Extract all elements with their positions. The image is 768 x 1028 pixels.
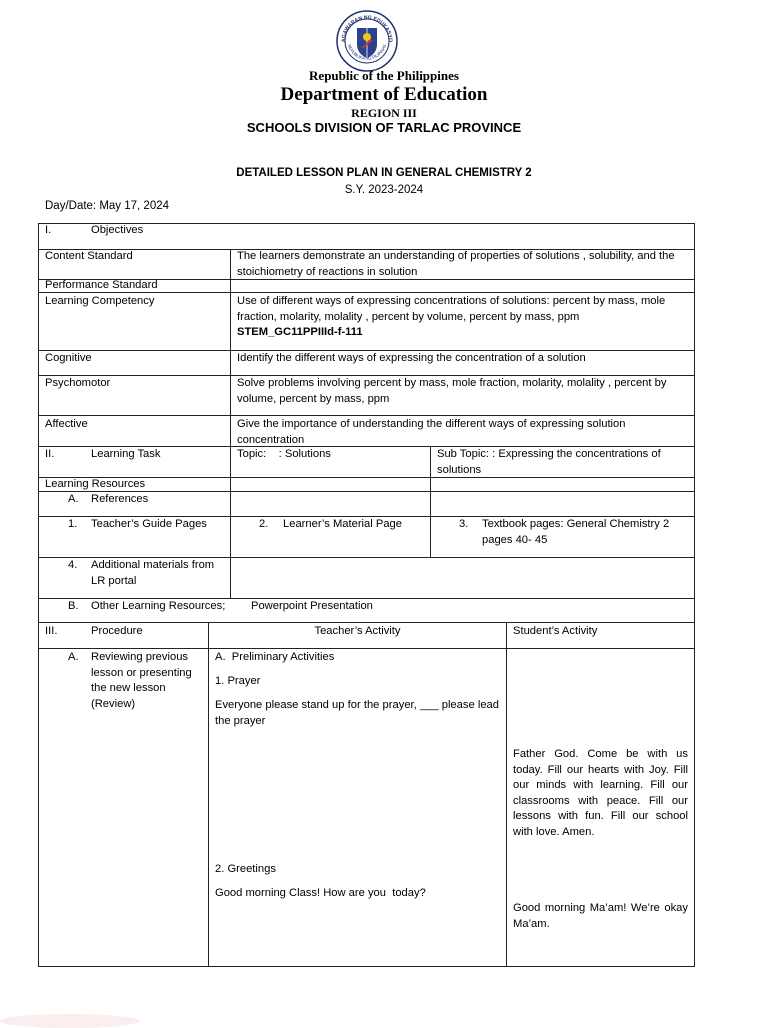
affective-label: Affective <box>45 418 88 430</box>
learners-material-number: 2. <box>259 518 269 530</box>
review-label: Reviewing previous lesson or presenting the new lesson (Review) <box>91 651 192 710</box>
school-year: S.Y. 2023-2024 <box>344 184 424 196</box>
teachers-activity-header: Teacher’s Activity <box>314 625 401 637</box>
textbook-number: 3. <box>459 518 469 530</box>
content-standard-text: The learners demonstrate an understanding of properties of solutions , solubility, and the stoichiometry of reactions in solution <box>237 250 675 278</box>
additional-materials-label: Additional materials from LR portal <box>91 559 215 587</box>
review-number: A. <box>68 651 79 663</box>
division-heading: SCHOOLS DIVISION OF TARLAC PROVINCE <box>246 120 522 135</box>
topic-text: Topic: : Solutions <box>237 448 331 460</box>
learning-competency-text <box>237 294 677 341</box>
prayer-instruction: Everyone please stand up for the prayer, ___ please lead the prayer <box>215 699 499 727</box>
greetings-response: Good morning Ma’am! We’re okay Ma’am. <box>513 902 688 930</box>
subtopic-text: Sub Topic: : Expressing the concentrations of solutions <box>437 448 661 476</box>
lesson-plan-title: DETAILED LESSON PLAN IN GENERAL CHEMISTRY 2 <box>236 167 532 179</box>
learners-material-label: Learner’s Material Page <box>283 518 402 530</box>
objectives-label: Objectives <box>91 224 144 236</box>
students-activity-header: Student’s Activity <box>513 625 598 637</box>
greetings-text: Good morning Class! How are you today? <box>215 887 426 899</box>
textbook-label: Textbook pages: General Chemistry 2 pages 40- 45 <box>482 518 670 546</box>
psychomotor-text: Solve problems involving percent by mass, mole fraction, molarity, molality , percent by volume, percent by mass, ppm <box>237 377 667 405</box>
content-standard-label: Content Standard <box>45 250 133 262</box>
procedure-number: III. <box>45 625 58 637</box>
department-heading: Department of Education <box>280 84 488 105</box>
page-edge-mark <box>0 1014 140 1028</box>
day-date: Day/Date: May 17, 2024 <box>45 200 170 212</box>
objectives-number: I. <box>45 224 52 236</box>
cognitive-label: Cognitive <box>45 352 92 364</box>
other-resources-number: B. <box>68 600 79 612</box>
svg-text:REPUBLIKA NG PILIPINAS: REPUBLIKA NG PILIPINAS <box>346 43 388 61</box>
learning-task-label: Learning Task <box>91 448 161 460</box>
teachers-guide-number: 1. <box>68 518 78 530</box>
additional-materials-number: 4. <box>68 559 78 571</box>
preliminary-activities: A. Preliminary Activities <box>215 651 335 663</box>
learning-competency-description: Use of different ways of expressing concentrations of solutions: percent by mass, mole fraction, molarity, molality , percent by volume, percent by mass, ppm <box>237 295 666 323</box>
references-number: A. <box>68 493 79 505</box>
teachers-guide-label: Teacher’s Guide Pages <box>91 518 207 530</box>
republic-heading: Republic of the Philippines <box>309 68 459 83</box>
affective-text: Give the importance of understanding the different ways of expressing solution concentration <box>237 418 626 446</box>
learning-competency-code: STEM_GC11PPIIId-f-111 <box>237 326 363 338</box>
references-label: References <box>91 493 149 505</box>
greetings-heading: 2. Greetings <box>215 863 276 875</box>
learning-competency-label: Learning Competency <box>45 295 155 307</box>
prayer-heading: 1. Prayer <box>215 675 261 687</box>
region-heading: REGION III <box>351 106 417 120</box>
svg-text:KAGAWARAN NG EDUKASYON: AGAWARAN NG EDUKASYO <box>340 14 394 43</box>
other-resources-label: Other Learning Resources; <box>91 600 226 612</box>
procedure-label: Procedure <box>91 625 143 637</box>
other-resources-value: Powerpoint Presentation <box>251 600 373 612</box>
cognitive-text: Identify the different ways of expressing the concentration of a solution <box>237 352 586 364</box>
learning-resources-label: Learning Resources <box>45 478 146 490</box>
performance-standard-label: Performance Standard <box>45 279 158 291</box>
deped-seal-logo <box>336 10 398 72</box>
psychomotor-label: Psychomotor <box>45 377 111 389</box>
prayer-response: Father God. Come be with us today. Fill our hearts with Joy. Fill our minds with learning. Fill our classrooms with peace. Fill our lessons with fun. Fill our school with love. Amen. <box>513 748 688 838</box>
learning-task-number: II. <box>45 448 55 460</box>
